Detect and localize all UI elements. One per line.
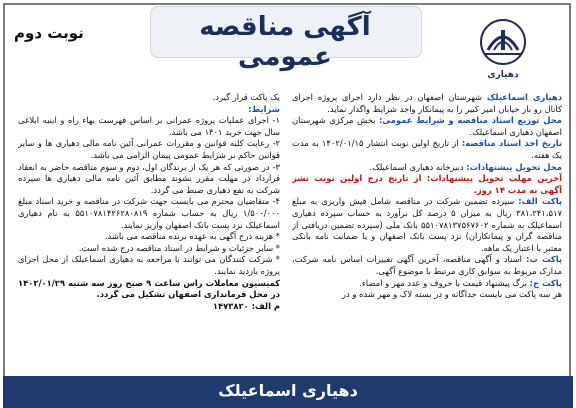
envelope-a-label: پاکت الف: [518,196,562,207]
paragraph-distribution [292,115,562,138]
intro-text: شهرستان اصفهان در نظر دارد اجرای پروژه اجرای کانال رو باز خیابان امیر کبیر را به پیمانکار واجد شرایط واگذار نماید. [292,92,562,114]
left-column [18,92,280,368]
paragraph-delivery [292,162,562,174]
condition-1-text: ۱- اجرای عملیات پروژه عمرانی بر اساس فهرست بهاء راه و ابنیه ابلاغی سال جهت خرید ۱۴۰۱ می باشد. [18,115,280,137]
paragraph-envelopes-note [292,289,562,301]
distribution-text: بخش مرکزی شهرستان اصفهان دهیاری اسماعیلک. [292,115,562,137]
paragraph-continuation [18,92,280,104]
note-item [18,254,280,277]
logo-caption: دهیاری [487,70,519,80]
page-title: آگهی مناقصه عمومی [199,12,371,72]
paragraph-envelope-b [292,254,562,277]
paragraph-envelope-a [292,196,562,254]
continuation-text: یک پاکت قرار گیرد. [212,92,280,102]
date-text: از تاریخ اولین نوبت انتشار ۱۴۰۲/۰۱/۱۵ به مدت یک هفته. [292,138,562,160]
footer-org-name: دهیاری اسماعیلک [218,381,358,400]
deadline-text: آخرین مهلت تحویل پیشنهادات: از تاریخ درج اولین نوبت نشر آگهی به مدت ۱۴ روز. [292,173,562,195]
note-2-text: * سایر جزئیات و شرایط در اسناد مناقصه درج شده است. [78,242,280,253]
envelope-b-text: اسناد و آگهی مناقصه، آخرین آگهی تغییرات اساس نامه شرکت، مدارک مربوط به سوابق کاری مرتبط با موضوع آگهی. [292,254,562,276]
delivery-label: محل تحویل پیشنهادات: [466,161,562,172]
note-3-text: * شرکت کنندگان می توانند با مراجعه به دهیاری اسماعیلک از محل اجرای پروژه بازدید نمایند. [18,254,280,276]
paragraph-intro [292,92,562,115]
condition-3-text: ۳- در صورتی که هر یک از برندگان اول، دوم و سوم مناقصه حاضر به انعقاد قرارداد در مهلت مقرر نشوند مطابق آئین نامه مالی دهیاری ها سپرده شرکت به نفع دهیاری ضبط می گردد. [18,161,280,195]
note-1-text: * هزینه درج آگهی به عهده برنده مناقصه می باشد. [104,231,280,242]
envelopes-note-text: هر سه پاکت می بایست جداگانه و در بسته لاک و مهر شده و در [341,289,562,300]
envelope-c-text: برگ پیشنهاد قیمت با حروف و عدد مهر و امضاء. [359,277,530,288]
delivery-text: دبیرخانه دهیاری اسماعیلک. [369,161,467,172]
envelope-c-label: پاکت ج: [529,277,562,288]
round-label: نوبت دوم [14,24,84,42]
org-label: دهیاری اسماعیلک [486,92,562,102]
conditions-label: شرایط: [248,103,280,114]
envelope-a-text: سپرده تضمین شرکت در مناقصه شامل فیش واریزی به مبلغ ۳۸۱،۲۴۱،۵۱۷ ریال به میزان ۵ درصد کل برآورد به حساب سپرده دهیاری اسماعیلک به شماره ۵۵۱۰۷۸۱۳۷۵۶۷۶۰۲ بانک ملی (سپرده تضمین دریافتی از مناقصه گران و پیمانکاران) نزد پست بانک اصفهان و یا ضمانت نامه بانکی معتبر با اعتبار یک ماهه. [292,196,562,253]
paragraph-deadline [292,173,562,196]
condition-item [18,162,280,197]
paragraph-conditions-title [18,104,280,116]
note-item [18,231,280,243]
reference-number [18,301,280,313]
distribution-label: محل توزیع اسناد مناقصه و شرایط عمومی: [378,115,562,126]
commission-text: کمیسیون معاملات راس ساعت ۹ صبح روز سه شنبه ۱۴۰۲/۰۱/۲۹ در محل فرمانداری اصفهان تشکیل می گردد. [18,277,280,300]
envelope-b-label: پاکت ب: [525,254,562,265]
condition-4-text: ۴- متقاضیان محترم می بایست جهت شرکت در مناقصه و خرید اسناد مبلغ ۱/۵۰۰/۰۰۰ ریال به حساب شماره ۵۵۱۰۷۸۱۴۲۶۲۸۰۸۱۹ به نام دهیاری اسماعیلک نزد پست بانک اصفهان واریز نمایند. [18,196,280,230]
note-item [18,243,280,255]
paragraph-envelope-c [292,278,562,290]
date-label: تاریخ اخذ اسناد مناقصه: [461,138,562,149]
condition-item [18,115,280,138]
reference-number-text: م الف: ۱۴۷۳۸۲۰ [212,300,280,311]
condition-2-text: ۲- رعایت کلیه قوانین و مقررات عمرانی آئین نامه مالی دهیاری ها و سایر قوانین حاکم بر شرایط عمومی پیمان الزامی می باشد. [18,138,280,160]
commission-paragraph [18,278,280,301]
paragraph-date [292,138,562,161]
condition-item [18,196,280,231]
right-column [292,92,562,368]
condition-item [18,138,280,161]
